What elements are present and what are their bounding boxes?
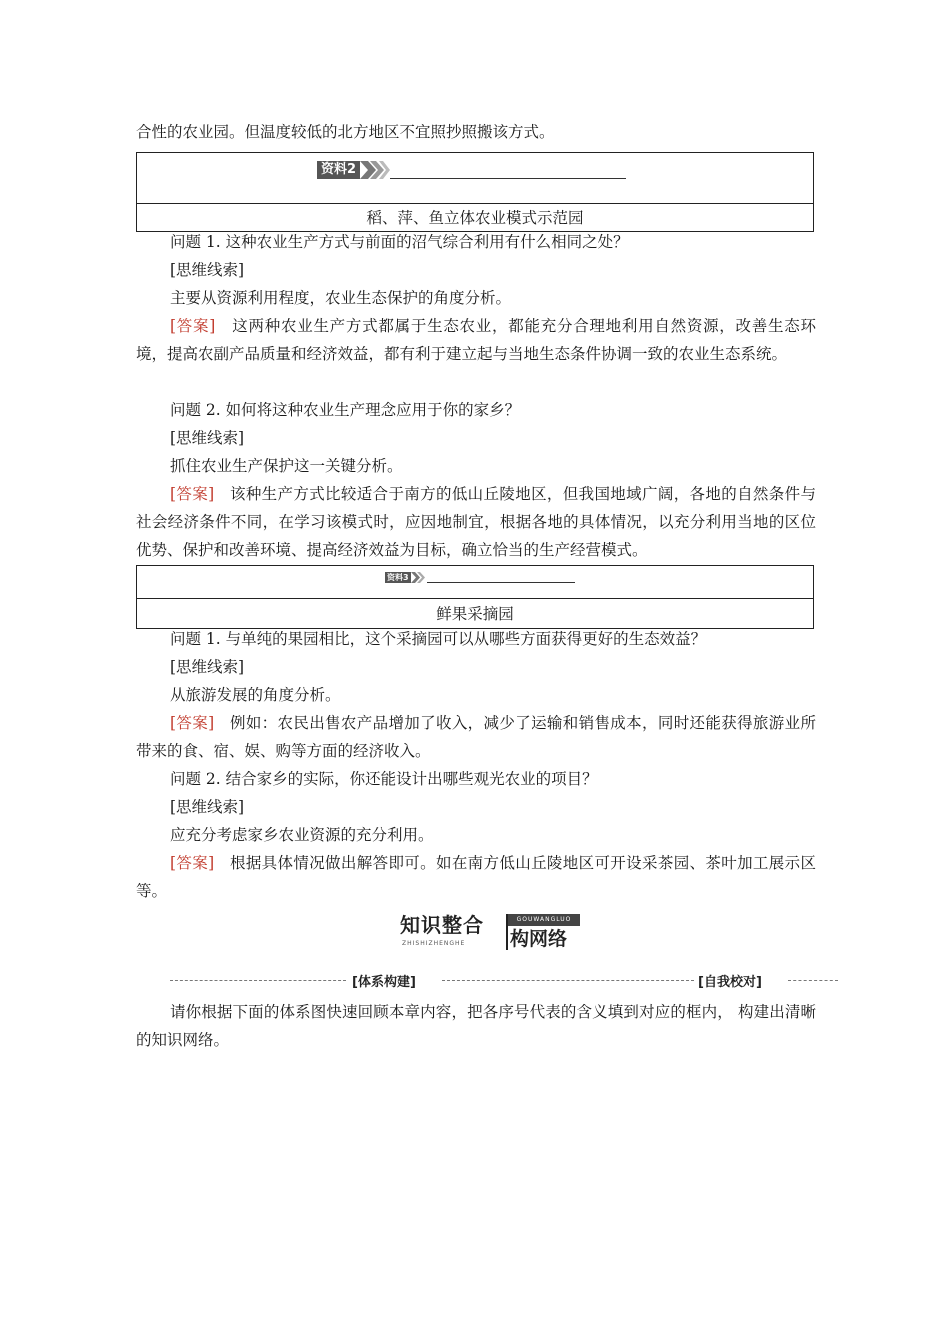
knowledge-integration-banner bbox=[400, 912, 580, 952]
tag-stripes-icon bbox=[411, 572, 427, 583]
material3-tag-line bbox=[427, 572, 575, 583]
material2-q1-answer bbox=[136, 312, 816, 368]
material2-q1-clue: 主要从资源利用程度，农业生态保护的角度分析。 bbox=[170, 289, 512, 307]
material3-caption: 鲜果采摘园 bbox=[436, 605, 514, 623]
material3-box bbox=[136, 565, 814, 629]
material3-q2-answer bbox=[136, 849, 816, 905]
material2-tag bbox=[317, 161, 626, 179]
answer-label: [答案] bbox=[170, 854, 215, 872]
material2-q2-answer bbox=[136, 480, 816, 564]
section-label-self-check: [自我校对] bbox=[698, 974, 762, 990]
section-label-system: [体系构建] bbox=[352, 974, 416, 990]
closing-paragraph: 请你根据下面的体系图快速回顾本章内容，把各序号代表的含义填到对应的框内， 构建出清晰的知识网络。 bbox=[136, 1003, 816, 1049]
dashed-rule-middle bbox=[442, 980, 694, 981]
answer-label: [答案] bbox=[170, 317, 216, 335]
material2-caption: 稻、萍、鱼立体农业模式示范园 bbox=[366, 209, 584, 227]
banner-left-title: 知识整合 bbox=[400, 912, 504, 938]
tag-stripes-icon bbox=[360, 161, 390, 179]
material2-q1-clue-label: [思维线索] bbox=[170, 261, 245, 279]
answer-text: 根据具体情况做出解答即可。如在南方低山丘陵地区可开设采茶园、茶叶加工展示区等。 bbox=[136, 854, 816, 900]
material2-question2: 问题 2. 如何将这种农业生产理念应用于你的家乡？ bbox=[170, 401, 521, 419]
dashed-rule-left bbox=[170, 980, 346, 981]
material3-question1: 问题 1. 与单纯的果园相比，这个采摘园可以从哪些方面获得更好的生态效益？ bbox=[170, 630, 707, 648]
banner-right-title: 构网络 bbox=[510, 928, 568, 950]
banner-left-pinyin: ZHISHIZHENGHE bbox=[402, 940, 466, 947]
banner-right-pinyin: GOUWANGLUO bbox=[508, 914, 580, 926]
material3-tag-label: 资料3 bbox=[387, 573, 409, 582]
material3-question2: 问题 2. 结合家乡的实际，你还能设计出哪些观光农业的项目？ bbox=[170, 770, 598, 788]
material2-box bbox=[136, 152, 814, 232]
answer-label: [答案] bbox=[170, 714, 215, 732]
material2-q2-clue-label: [思维线索] bbox=[170, 429, 245, 447]
material3-image-area bbox=[137, 566, 813, 599]
answer-text: 这两种农业生产方式都属于生态农业，都能充分合理地利用自然资源，改善生态环境，提高农副产品质量和经济效益，都有利于建立起与当地生态条件协调一致的农业生态系统。 bbox=[136, 317, 816, 363]
material3-q1-clue-label: [思维线索] bbox=[170, 658, 245, 676]
answer-text: 该种生产方式比较适合于南方的低山丘陵地区，但我国地域广阔，各地的自然条件与社会经济条件不同，在学习该模式时，应因地制宜，根据各地的具体情况，以充分利用当地的区位优势、保护和改善环境、提高经济效益为目标，确立恰当的生产经营模式。 bbox=[136, 485, 816, 559]
material2-tag-label: 资料2 bbox=[317, 161, 360, 179]
material2-tag-line bbox=[390, 161, 626, 179]
answer-text: 例如：农民出售农产品增加了收入，减少了运输和销售成本，同时还能获得旅游业所带来的食、宿、娱、购等方面的经济收入。 bbox=[136, 714, 816, 760]
answer-label: [答案] bbox=[170, 485, 215, 503]
dashed-rule-right bbox=[788, 980, 838, 981]
material3-q1-clue: 从旅游发展的角度分析。 bbox=[170, 686, 341, 704]
material3-tag bbox=[385, 572, 575, 583]
material3-q2-clue: 应充分考虑家乡农业资源的充分利用。 bbox=[170, 826, 434, 844]
material2-question1: 问题 1. 这种农业生产方式与前面的沼气综合利用有什么相同之处？ bbox=[170, 233, 629, 251]
material2-q2-clue: 抓住农业生产保护这一关键分析。 bbox=[170, 457, 403, 475]
material3-q2-clue-label: [思维线索] bbox=[170, 798, 245, 816]
material3-q1-answer bbox=[136, 709, 816, 765]
intro-tail-paragraph: 合性的农业园。但温度较低的北方地区不宜照抄照搬该方式。 bbox=[136, 123, 555, 141]
material2-image-area bbox=[137, 153, 813, 204]
